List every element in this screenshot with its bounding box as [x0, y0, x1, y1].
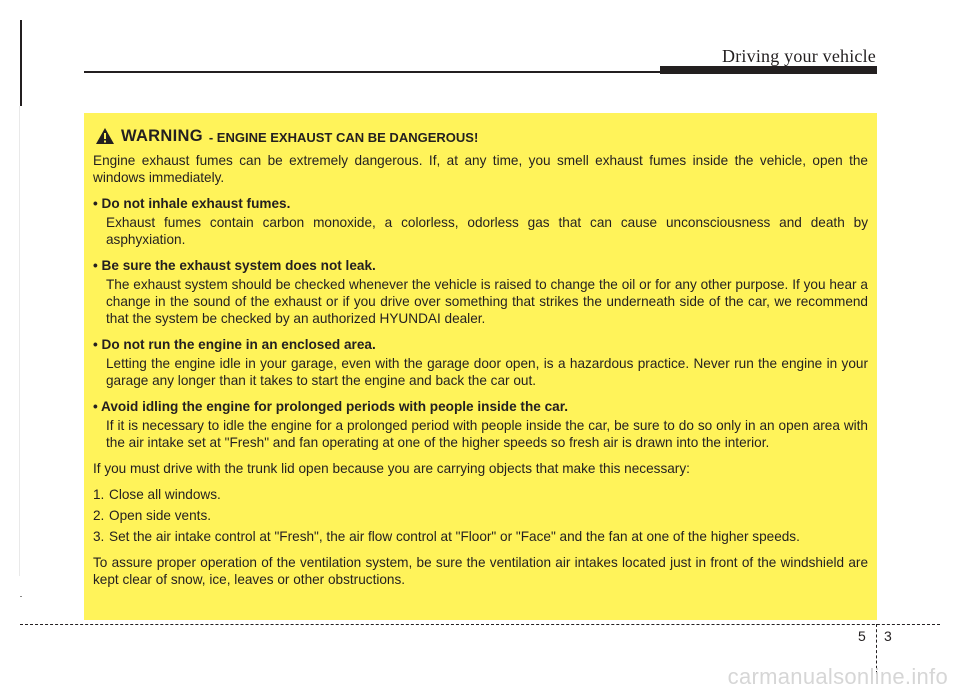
bullet-title: • Do not run the engine in an enclosed area.: [93, 337, 376, 352]
warning-box: [84, 113, 877, 620]
step-item: [93, 486, 868, 503]
section-header-title: Driving your vehicle: [722, 46, 876, 66]
bullet-title: • Do not inhale exhaust fumes.: [93, 196, 291, 211]
bullet-text: The exhaust system should be checked whenever the vehicle is raised to change the oil or for any other purpose. If you hear a change in the sound of the exhaust or if you drive over something that strikes the underneath side of the car, we recommend that the system be checked by an authorized HYUNDAI dealer.: [106, 277, 868, 326]
step-text: Open side vents.: [109, 508, 212, 523]
warning-heading: [95, 125, 868, 147]
bullet-item: [93, 257, 868, 327]
step-item: [93, 528, 868, 545]
bullet-text: Exhaust fumes contain carbon monoxide, a colorless, odorless gas that can cause unconsciousness and death by asphyxiation.: [106, 215, 868, 247]
step-text: Set the air intake control at "Fresh", the air flow control at "Floor" or "Face" and the fan at one of the higher speeds.: [109, 529, 800, 544]
step-number: 1.: [93, 487, 105, 502]
bullet-item: [93, 195, 868, 248]
trunk-intro: If you must drive with the trunk lid open because you are carrying objects that make this necessary:: [93, 461, 690, 476]
header-rule-thin: [84, 71, 660, 73]
step-text: Close all windows.: [109, 487, 221, 502]
page-number: 3: [884, 628, 892, 644]
bullet-title: • Be sure the exhaust system does not leak.: [93, 258, 376, 273]
bullet-item: [93, 336, 868, 389]
watermark: carmanualsonline.info: [727, 664, 948, 689]
step-item: [93, 507, 868, 524]
warning-intro: Engine exhaust fumes can be extremely dangerous. If, at any time, you smell exhaust fumes inside the vehicle, open the windows immediately.: [93, 153, 868, 185]
footer-rule: [20, 624, 940, 625]
warning-triangle-icon: [95, 127, 115, 145]
left-margin-guide: [19, 106, 20, 576]
closing-paragraph: To assure proper operation of the ventilation system, be sure the ventilation air intakes located just in front of the windshield are kept clear of snow, ice, leaves or other obstructions.: [93, 555, 868, 587]
step-number: 2.: [93, 508, 105, 523]
step-number: 3.: [93, 529, 105, 544]
bullet-text: Letting the engine idle in your garage, even with the garage door open, is a hazardous practice. Never run the engine in your garage any longer than it takes to start the engine and back the car out.: [106, 356, 868, 388]
left-margin-rule: [20, 20, 22, 106]
margin-dot: [20, 596, 22, 597]
bullet-title: • Avoid idling the engine for prolonged periods with people inside the car.: [93, 399, 569, 414]
warning-label: WARNING: [121, 126, 203, 145]
chapter-number: 5: [858, 628, 866, 644]
bullet-text: If it is necessary to idle the engine for a prolonged period with people inside the car, be sure to do so only in an open area with the air intake set at "Fresh" and fan operating at one of the higher speeds so fresh air is drawn into the interior.: [106, 418, 868, 450]
header-rule-thick: [660, 66, 877, 74]
bullet-item: [93, 398, 868, 451]
warning-subtitle: - ENGINE EXHAUST CAN BE DANGEROUS!: [208, 130, 479, 145]
